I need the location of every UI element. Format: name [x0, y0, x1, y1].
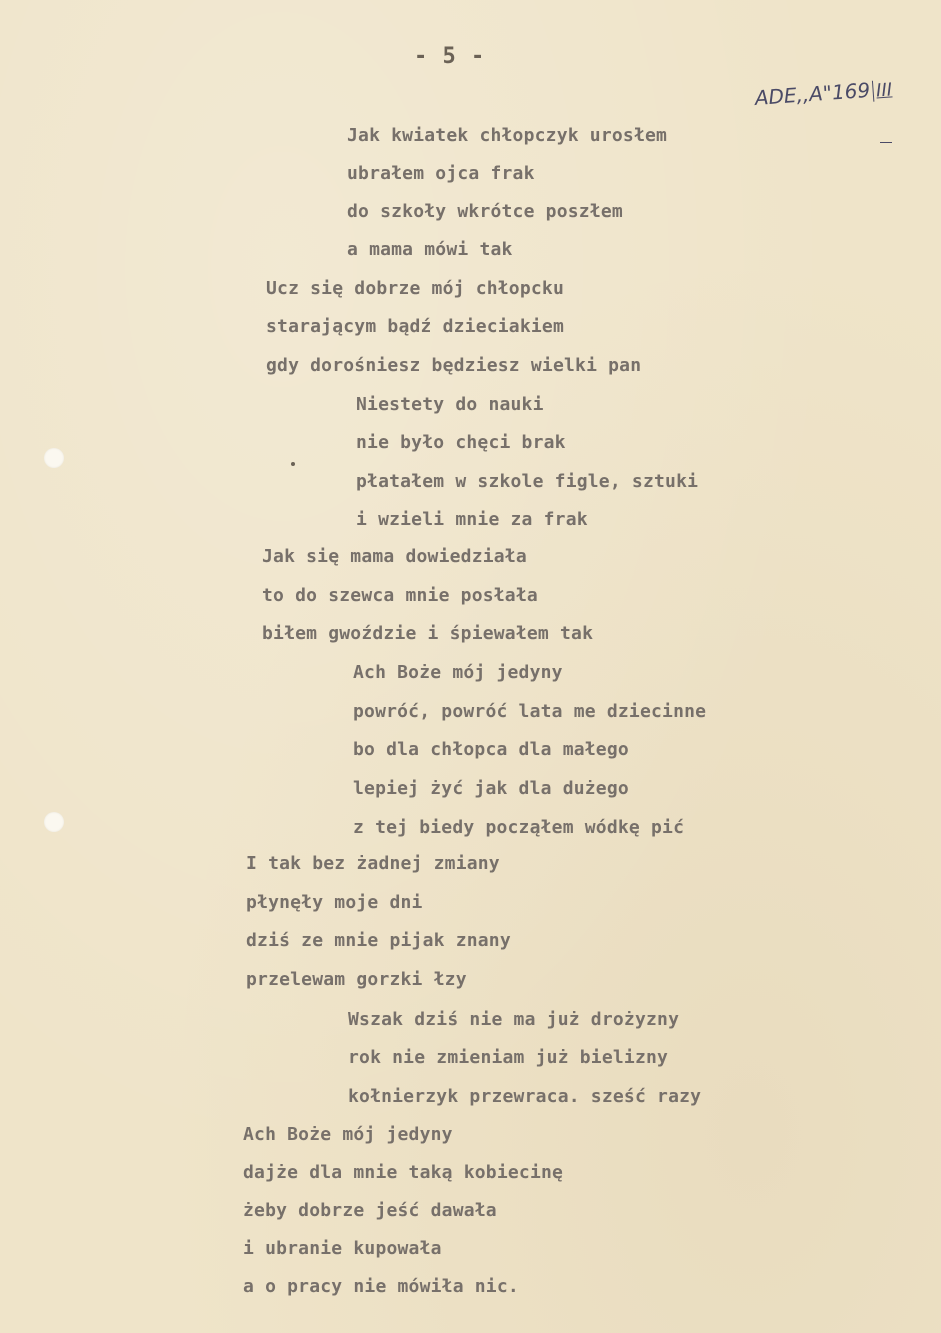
poem-line: nie było chęci brak	[356, 432, 566, 453]
poem-line: Jak kwiatek chłopczyk urosłem	[347, 125, 668, 146]
poem-line: płatałem w szkole figle, sztuki	[356, 471, 699, 492]
archive-mark-fraction: III	[871, 79, 892, 101]
poem-line: Jak się mama dowiedziała	[262, 546, 527, 567]
poem-line: Ach Boże mój jedyny	[243, 1124, 453, 1145]
poem-line: biłem gwoździe i śpiewałem tak	[262, 623, 594, 644]
poem-line: powróć, powróć lata me dziecinne	[353, 701, 707, 722]
poem-line: Ach Boże mój jedyny	[353, 662, 563, 683]
poem-line: płynęły moje dni	[246, 892, 423, 913]
poem-line: a mama mówi tak	[347, 239, 513, 260]
poem-line: i ubranie kupowała	[243, 1238, 442, 1259]
poem-line: starającym bądź dzieciakiem	[266, 316, 564, 337]
poem-line: Wszak dziś nie ma już drożyzny	[348, 1009, 680, 1030]
poem-line: z tej biedy począłem wódkę pić	[353, 817, 685, 838]
archive-mark-main: ADE,,A"169	[754, 77, 871, 110]
poem-line: kołnierzyk przewraca. sześć razy	[348, 1086, 702, 1107]
poem-line: Niestety do nauki	[356, 394, 544, 415]
poem-line: bo dla chłopca dla małego	[353, 739, 629, 760]
poem-line: dajże dla mnie taką kobiecinę	[243, 1162, 564, 1183]
poem-line: dziś ze mnie pijak znany	[246, 930, 511, 951]
archive-mark	[754, 76, 893, 110]
poem-line: ubrałem ojca frak	[347, 163, 535, 184]
speck	[291, 462, 295, 466]
poem-line: przelewam gorzki łzy	[246, 969, 467, 990]
poem-line: Ucz się dobrze mój chłopcku	[266, 278, 564, 299]
page-number: - 5 -	[414, 44, 486, 69]
punch-hole-bottom	[44, 812, 64, 832]
poem-line: a o pracy nie mówiła nic.	[243, 1276, 519, 1297]
poem-line: lepiej żyć jak dla dużego	[353, 778, 629, 799]
poem-line: gdy dorośniesz będziesz wielki pan	[266, 355, 642, 376]
poem-line: i wzieli mnie za frak	[356, 509, 588, 530]
poem-line: to do szewca mnie posłała	[262, 585, 538, 606]
poem-line: do szkoły wkrótce poszłem	[347, 201, 623, 222]
punch-hole-top	[44, 448, 64, 468]
poem-line: żeby dobrze jeść dawała	[243, 1200, 497, 1221]
poem-line: rok nie zmieniam już bielizny	[348, 1047, 669, 1068]
poem-line: I tak bez żadnej zmiany	[246, 853, 500, 874]
archive-mark-dash	[880, 142, 892, 143]
